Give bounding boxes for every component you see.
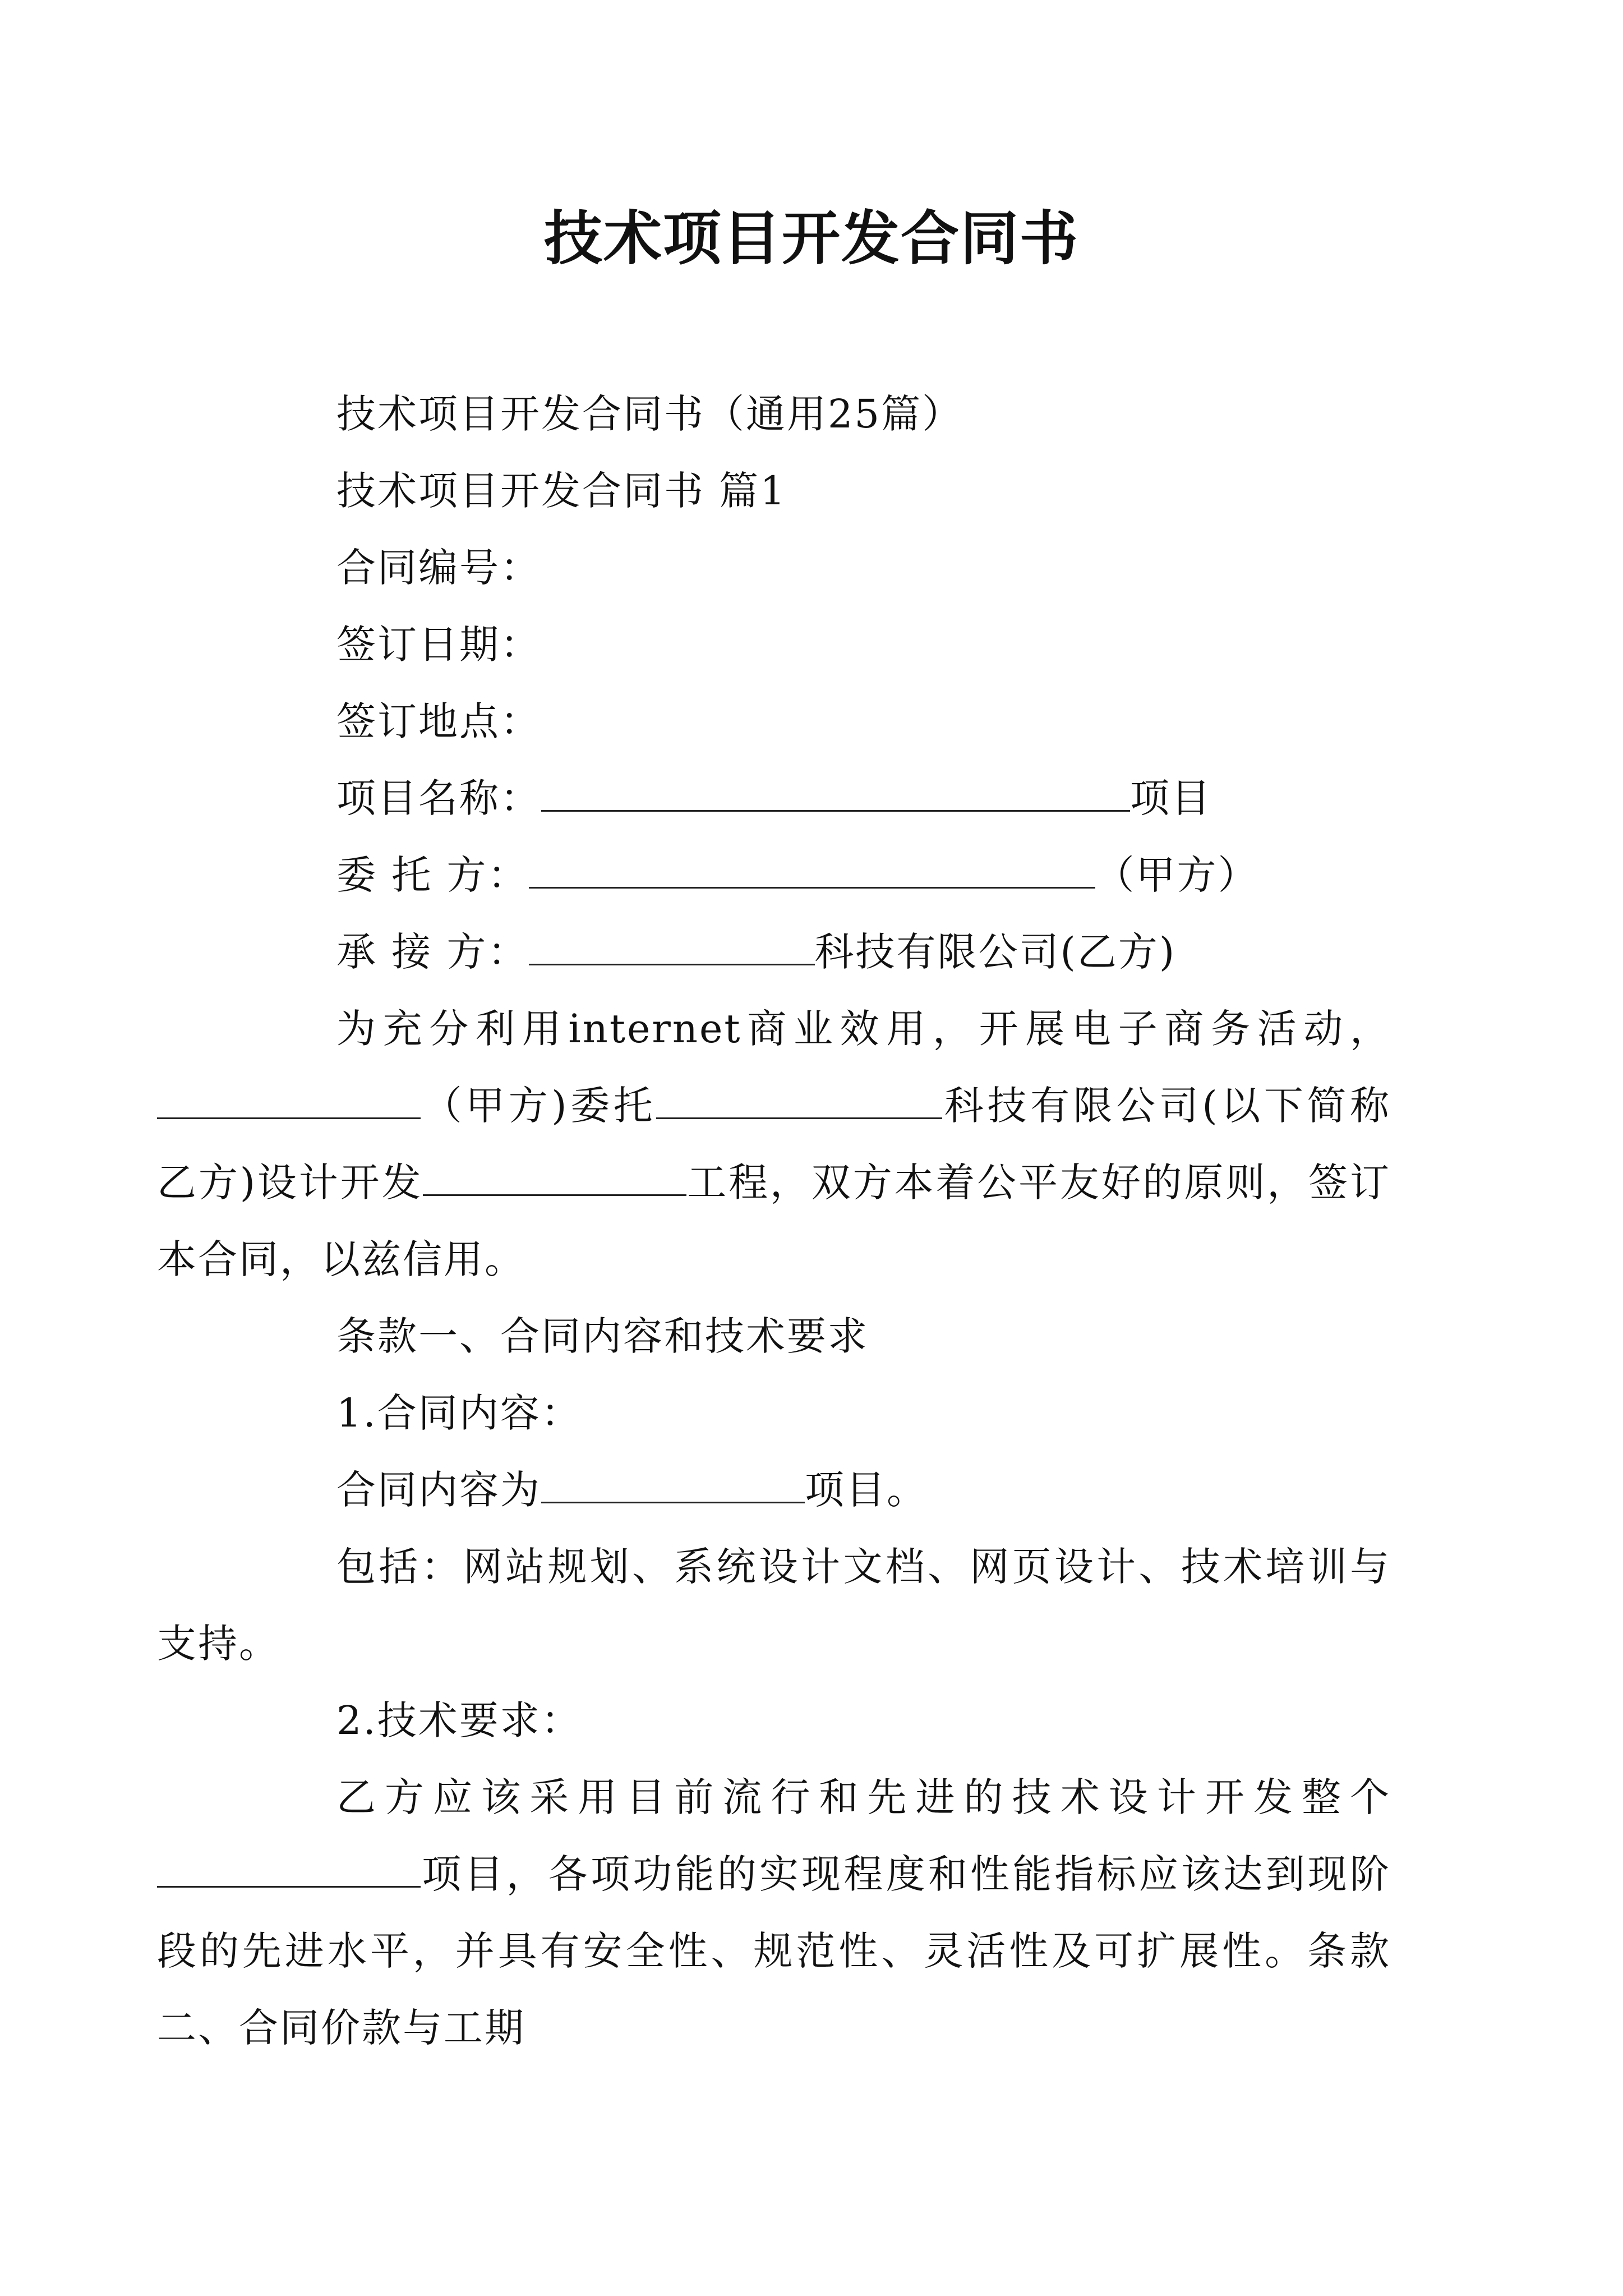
intro-part-2: （甲方)委托 [421,1083,657,1129]
item-1-title: 1.合同内容： [336,1390,582,1436]
sign-date-line [247,606,1391,683]
item-1-content [247,1452,1391,1529]
item-1-blank [541,1462,805,1503]
intro-paragraph [157,991,1391,1298]
item-2-content-a: 乙方应该采用目前流行和先进的技术设计开发整个 [336,1774,1391,1820]
contract-number-label: 合同编号： [336,545,541,591]
sign-place-label: 签订地点： [336,698,541,744]
project-name-line [247,760,1391,837]
contract-number-line [247,530,1391,606]
contractor-suffix: 科技有限公司(乙方) [814,929,1177,975]
item-2-content [157,1759,1391,2067]
item-1-content-b: 项目。 [805,1467,928,1513]
heading-line: 技术项目开发合同书（通用25篇） [336,391,963,437]
project-name-blank [541,771,1130,812]
intro-part-3: 科技有限公司(以下简称乙方)设计开发 [157,1083,1391,1205]
client-label: 委 托 方： [336,852,529,898]
intro-blank-3 [423,1155,686,1196]
contractor-line [247,914,1391,991]
document-title: 技术项目开发合同书 [543,204,1079,273]
intro-blank-2 [656,1078,942,1119]
client-line [247,837,1391,914]
chapter-line: 技术项目开发合同书 篇1 [336,468,787,514]
contractor-blank [529,924,815,965]
item-1-include: 包括：网站规划、系统设计文档、网页设计、技术培训与支持。 [157,1544,1391,1667]
project-name-suffix: 项目 [1130,775,1212,821]
document-body [157,376,1391,2067]
intro-part-4: 工程，双方本着公平友好的原则，签订本合同，以兹信用。 [157,1159,1391,1282]
project-name-label: 项目名称： [336,775,541,821]
item-2-blank [157,1847,421,1888]
client-blank [529,848,1095,889]
intro-part-1: 为充分利用internet商业效用，开展电子商务活动， [336,1006,1391,1052]
item-2-title: 2.技术要求： [336,1697,582,1743]
item-2-content-b: 项目，各项功能的实现程度和性能指标应该达到现阶段的先进水平，并具有安全性、规范性、灵活性及可扩展性。条款二、合同价款与工期 [157,1851,1391,2051]
item-1-content-a: 合同内容为 [336,1467,541,1513]
clause-1-title: 条款一、合同内容和技术要求 [336,1313,869,1359]
intro-blank-1 [157,1078,421,1119]
contractor-label: 承 接 方： [336,929,529,975]
client-suffix: （甲方） [1095,852,1259,898]
sign-place-line [247,683,1391,760]
sign-date-label: 签订日期： [336,622,541,668]
